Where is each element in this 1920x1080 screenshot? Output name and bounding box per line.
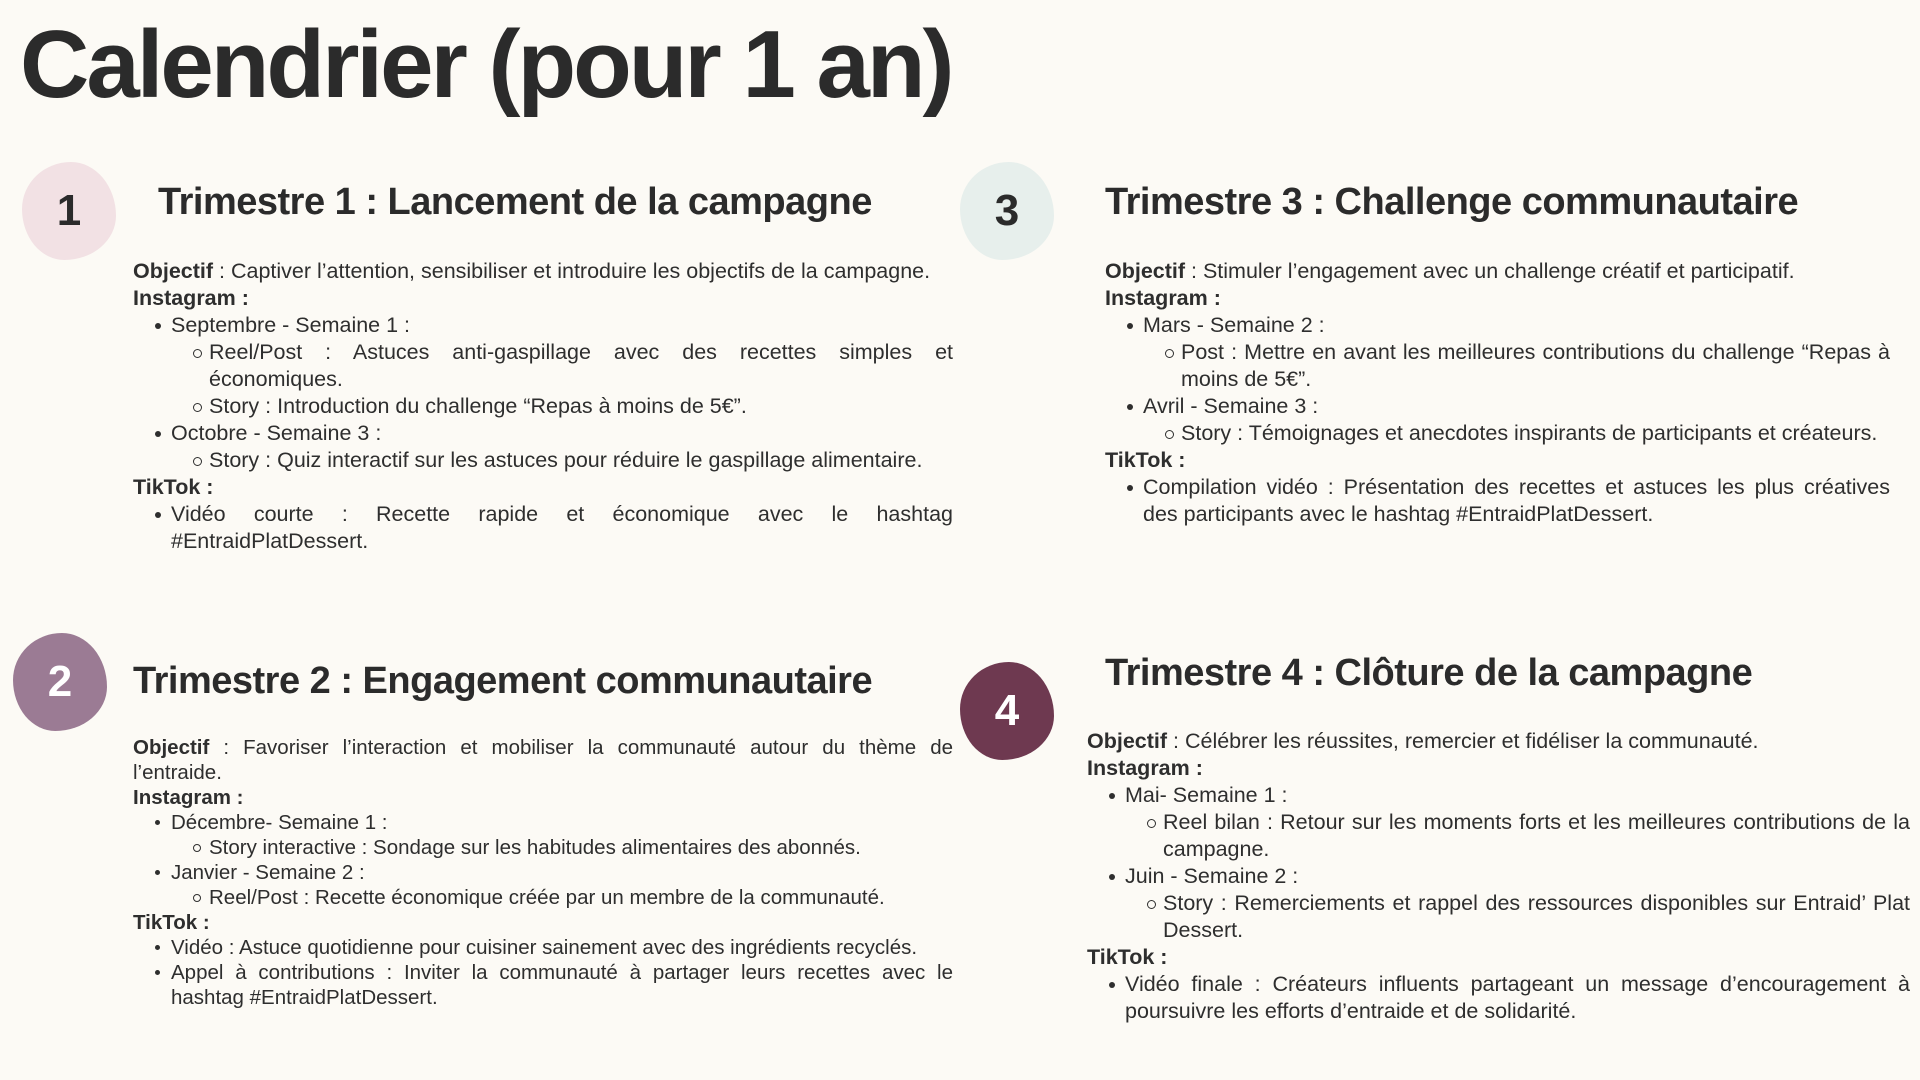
q4-objectif-text: : Célébrer les réussites, remercier et fidéliser la communauté. <box>1167 729 1759 753</box>
q4-instagram-list <box>1109 782 1910 944</box>
q3-ig1-title: Mars - Semaine 2 : <box>1143 313 1325 337</box>
q1-ig2-sublist <box>193 447 953 474</box>
q3-tiktok-list <box>1127 474 1890 528</box>
list-item <box>155 420 953 474</box>
q4-tiktok-list <box>1109 971 1910 1025</box>
quarter-1-content <box>133 258 953 555</box>
q4-objectif <box>1087 728 1910 755</box>
list-item: Story : Quiz interactif sur les astuces pour réduire le gaspillage alimentaire. <box>193 447 953 474</box>
quarter-2-content <box>133 735 953 1010</box>
quarter-3-title: Trimestre 3 : Challenge communautaire <box>1105 181 1799 223</box>
q3-instagram-label: Instagram : <box>1105 286 1221 310</box>
q3-instagram-list <box>1127 312 1890 447</box>
list-item <box>155 810 953 860</box>
q1-ig2-title: Octobre - Semaine 3 : <box>171 421 382 445</box>
list-item: Vidéo courte : Recette rapide et économique avec le hashtag #EntraidPlatDessert. <box>155 501 953 555</box>
quarter-1-badge: 1 <box>22 162 116 260</box>
quarter-1-title: Trimestre 1 : Lancement de la campagne <box>158 181 872 223</box>
q1-ig1-sublist <box>193 339 953 420</box>
q4-objectif-label: Objectif <box>1087 729 1168 753</box>
q3-objectif-text: : Stimuler l’engagement avec un challenge créatif et participatif. <box>1185 259 1795 283</box>
quarter-3-content <box>1105 258 1890 528</box>
list-item <box>1127 393 1890 447</box>
list-item: Story interactive : Sondage sur les habitudes alimentaires des abonnés. <box>193 835 953 860</box>
list-item: Appel à contributions : Inviter la communauté à partager leurs recettes avec le hashtag #EntraidPlatDessert. <box>155 960 953 1010</box>
q4-instagram-label: Instagram : <box>1087 756 1203 780</box>
quarter-2-badge: 2 <box>13 633 107 731</box>
q2-tiktok-list <box>155 935 953 1010</box>
list-item: Reel bilan : Retour sur les moments forts et les meilleures contributions de la campagne. <box>1147 809 1910 863</box>
q2-tiktok-label: TikTok : <box>133 911 210 934</box>
q1-tiktok-list <box>155 501 953 555</box>
list-item: Compilation vidéo : Présentation des recettes et astuces les plus créatives des participants avec le hashtag #EntraidPlatDessert. <box>1127 474 1890 528</box>
q3-ig2-sublist <box>1165 420 1890 447</box>
q3-ig2-title: Avril - Semaine 3 : <box>1143 394 1319 418</box>
q4-ig2-sublist <box>1147 890 1910 944</box>
q2-ig2-title: Janvier - Semaine 2 : <box>171 861 365 884</box>
quarter-2-title: Trimestre 2 : Engagement communautaire <box>133 660 873 702</box>
list-item: Story : Témoignages et anecdotes inspirants de participants et créateurs. <box>1165 420 1890 447</box>
q2-ig2-sublist <box>193 885 953 910</box>
list-item: Post : Mettre en avant les meilleures contributions du challenge “Repas à moins de 5€”. <box>1165 339 1890 393</box>
page-title: Calendrier (pour 1 an) <box>20 11 952 118</box>
q3-tiktok-label: TikTok : <box>1105 448 1186 472</box>
list-item <box>155 860 953 910</box>
q2-instagram-list <box>155 810 953 910</box>
list-item: Reel/Post : Recette économique créée par un membre de la communauté. <box>193 885 953 910</box>
q2-ig1-sublist <box>193 835 953 860</box>
q4-ig1-title: Mai- Semaine 1 : <box>1125 783 1288 807</box>
q3-objectif <box>1105 258 1890 285</box>
list-item <box>1127 312 1890 393</box>
quarter-4-content <box>1087 728 1910 1025</box>
q1-objectif-label: Objectif <box>133 259 214 283</box>
q4-ig2-title: Juin - Semaine 2 : <box>1125 864 1299 888</box>
list-item: Story : Remerciements et rappel des ressources disponibles sur Entraid’ Plat Dessert. <box>1147 890 1910 944</box>
q1-objectif <box>133 258 953 285</box>
q1-ig1-title: Septembre - Semaine 1 : <box>171 313 411 337</box>
q1-instagram-list <box>155 312 953 474</box>
q3-ig1-sublist <box>1165 339 1890 393</box>
q4-ig1-sublist <box>1147 809 1910 863</box>
list-item: Vidéo : Astuce quotidienne pour cuisiner sainement avec des ingrédients recyclés. <box>155 935 953 960</box>
q1-instagram-label: Instagram : <box>133 286 249 310</box>
q4-tiktok-label: TikTok : <box>1087 945 1168 969</box>
q2-objectif-text: : Favoriser l’interaction et mobiliser la communauté autour du thème de l’entraide. <box>133 736 953 784</box>
list-item: Vidéo finale : Créateurs influents partageant un message d’encouragement à poursuivre les efforts d’entraide et de solidarité. <box>1109 971 1910 1025</box>
q1-tiktok-label: TikTok : <box>133 475 214 499</box>
list-item <box>1109 782 1910 863</box>
list-item <box>1109 863 1910 944</box>
list-item <box>155 312 953 420</box>
list-item: Story : Introduction du challenge “Repas à moins de 5€”. <box>193 393 953 420</box>
quarter-3-badge: 3 <box>960 162 1054 260</box>
quarter-4-title: Trimestre 4 : Clôture de la campagne <box>1105 652 1753 694</box>
q1-objectif-text: : Captiver l’attention, sensibiliser et introduire les objectifs de la campagne. <box>213 259 931 283</box>
q3-objectif-label: Objectif <box>1105 259 1186 283</box>
list-item: Reel/Post : Astuces anti-gaspillage avec des recettes simples et économiques. <box>193 339 953 393</box>
q2-ig1-title: Décembre- Semaine 1 : <box>171 811 388 834</box>
quarter-4-badge: 4 <box>960 662 1054 760</box>
q2-objectif <box>133 735 953 785</box>
q2-instagram-label: Instagram : <box>133 786 244 809</box>
q2-objectif-label: Objectif <box>133 736 210 759</box>
